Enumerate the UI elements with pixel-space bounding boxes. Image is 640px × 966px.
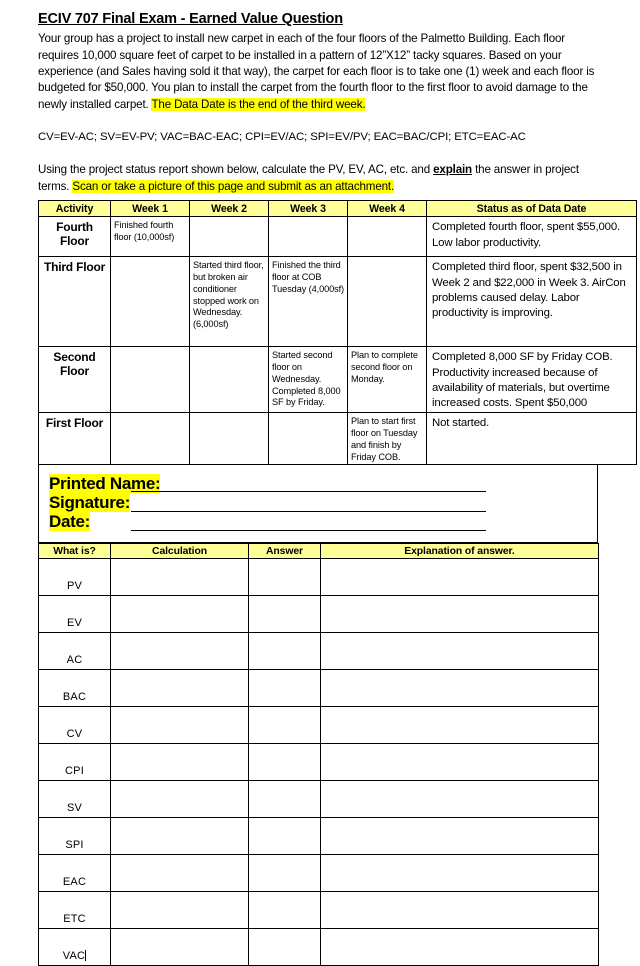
answer-header-explanation: Explanation of answer. [321, 544, 599, 559]
answer-header-what: What is? [39, 544, 111, 559]
status-header-activity: Activity [39, 201, 111, 217]
signature-row [49, 493, 130, 512]
date-label: Date: [49, 512, 91, 532]
answer-cell-explanation[interactable] [321, 596, 599, 633]
signature-input[interactable] [131, 511, 486, 512]
list-item [39, 818, 599, 855]
answer-cell-calculation[interactable] [111, 855, 249, 892]
answer-row-label: AC [39, 633, 111, 670]
signature-block [38, 465, 598, 543]
answer-cell-answer[interactable] [249, 633, 321, 670]
answer-cell-explanation[interactable] [321, 633, 599, 670]
intro-text: Your group has a project to install new carpet in each of the four floors of the Palmetto Building. Each floor requires 10,000 square feet of carpet to be installed in a pattern of 12”X12” tacky squares. Based on your experience (and Sales having sold it that way), the carpet for each floor is to take one (1) week and each floor is budgeted for $50,000. You plan to install the carpet from the fourth floor to the first floor to avoid damage to the newly installed carpet. [38, 32, 595, 111]
answer-row-label-text: VAC [62, 950, 86, 963]
list-item [39, 559, 599, 596]
status-header-status: Status as of Data Date [427, 201, 637, 217]
status-cell-status: Completed third floor, spent $32,500 in Week 2 and $22,000 in Week 3. AirCon problems caused delay. Labor productivity is improving. [427, 257, 637, 347]
instruction-emphasis: explain [433, 163, 472, 177]
status-cell-week3: Finished the third floor at COB Tuesday (4,000sf) [269, 257, 348, 347]
project-status-table [38, 200, 637, 465]
answer-cell-calculation[interactable] [111, 781, 249, 818]
answer-cell-calculation[interactable] [111, 707, 249, 744]
list-item [39, 596, 599, 633]
list-item [39, 781, 599, 818]
list-item [39, 707, 599, 744]
status-cell-week1 [111, 347, 190, 413]
status-cell-week2 [190, 347, 269, 413]
answer-cell-calculation[interactable] [111, 670, 249, 707]
answer-cell-answer[interactable] [249, 781, 321, 818]
list-item [39, 670, 599, 707]
answer-row-label [39, 929, 111, 966]
status-cell-week4 [348, 257, 427, 347]
status-header-week4: Week 4 [348, 201, 427, 217]
answer-row-label: EAC [39, 855, 111, 892]
scan-instruction-highlight: Scan or take a picture of this page and submit as an attachment. [72, 179, 395, 193]
signature-label: Signature: [49, 493, 131, 513]
answer-cell-answer[interactable] [249, 892, 321, 929]
date-row [49, 512, 90, 531]
answer-cell-calculation[interactable] [111, 633, 249, 670]
answer-cell-explanation[interactable] [321, 707, 599, 744]
answer-row-label: PV [39, 559, 111, 596]
status-cell-activity: First Floor [39, 413, 111, 465]
status-cell-week1 [111, 413, 190, 465]
status-cell-status: Not started. [427, 413, 637, 465]
status-header-week3: Week 3 [269, 201, 348, 217]
answer-cell-answer[interactable] [249, 929, 321, 966]
table-row [39, 217, 637, 257]
answer-row-label: SV [39, 781, 111, 818]
list-item [39, 929, 599, 966]
list-item [39, 892, 599, 929]
answer-cell-calculation[interactable] [111, 596, 249, 633]
answer-cell-answer[interactable] [249, 670, 321, 707]
answer-cell-answer[interactable] [249, 707, 321, 744]
status-cell-status: Completed fourth floor, spent $55,000. Low labor productivity. [427, 217, 637, 257]
document-content [38, 10, 626, 966]
answer-cell-calculation[interactable] [111, 559, 249, 596]
text-cursor [85, 950, 86, 961]
answer-row-label: ETC [39, 892, 111, 929]
status-cell-activity: Third Floor [39, 257, 111, 347]
printed-name-input[interactable] [131, 491, 486, 492]
answer-cell-calculation[interactable] [111, 818, 249, 855]
answer-cell-answer[interactable] [249, 596, 321, 633]
intro-paragraph [38, 31, 598, 113]
answer-table [38, 543, 599, 966]
status-cell-activity: Second Floor [39, 347, 111, 413]
answer-header-answer: Answer [249, 544, 321, 559]
status-cell-week4: Plan to start first floor on Tuesday and finish by Friday COB. [348, 413, 427, 465]
answer-cell-explanation[interactable] [321, 892, 599, 929]
answer-cell-calculation[interactable] [111, 892, 249, 929]
formula-line: CV=EV-AC; SV=EV-PV; VAC=BAC-EAC; CPI=EV/AC; SPI=EV/PV; EAC=BAC/CPI; ETC=EAC-AC [38, 131, 526, 144]
answer-cell-explanation[interactable] [321, 559, 599, 596]
status-cell-week3 [269, 413, 348, 465]
answer-row-label: BAC [39, 670, 111, 707]
status-cell-status: Completed 8,000 SF by Friday COB. Productivity increased because of availability of materials, but overtime increased costs. Spent $50,000 [427, 347, 637, 413]
answer-cell-explanation[interactable] [321, 670, 599, 707]
answer-table-header-row [39, 544, 599, 559]
status-table-header-row [39, 201, 637, 217]
instruction-text-part1: Using the project status report shown below, calculate the PV, EV, AC, etc. and [38, 163, 434, 177]
instruction-text-part2: the answer in project terms. [38, 163, 579, 193]
status-cell-week2 [190, 217, 269, 257]
status-cell-week2 [190, 413, 269, 465]
answer-row-label: SPI [39, 818, 111, 855]
answer-cell-calculation[interactable] [111, 744, 249, 781]
date-input[interactable] [131, 530, 486, 531]
answer-cell-explanation[interactable] [321, 855, 599, 892]
answer-cell-calculation[interactable] [111, 929, 249, 966]
list-item [39, 633, 599, 670]
status-cell-activity: Fourth Floor [39, 217, 111, 257]
status-cell-week4 [348, 217, 427, 257]
answer-row-label: CPI [39, 744, 111, 781]
answer-cell-answer[interactable] [249, 559, 321, 596]
answer-cell-explanation[interactable] [321, 818, 599, 855]
answer-cell-answer[interactable] [249, 855, 321, 892]
answer-cell-explanation[interactable] [321, 929, 599, 966]
page-title: ECIV 707 Final Exam - Earned Value Question [38, 11, 343, 27]
answer-row-label: EV [39, 596, 111, 633]
answer-cell-answer[interactable] [249, 744, 321, 781]
status-header-week2: Week 2 [190, 201, 269, 217]
answer-header-calculation: Calculation [111, 544, 249, 559]
table-row [39, 347, 637, 413]
printed-name-label: Printed Name: [49, 474, 161, 494]
status-cell-week1: Finished fourth floor (10,000sf) [111, 217, 190, 257]
status-header-week1: Week 1 [111, 201, 190, 217]
status-cell-week3 [269, 217, 348, 257]
status-cell-week3: Started second floor on Wednesday. Completed 8,000 SF by Friday. [269, 347, 348, 413]
list-item [39, 855, 599, 892]
status-cell-week4: Plan to complete second floor on Monday. [348, 347, 427, 413]
list-item [39, 744, 599, 781]
status-cell-week1 [111, 257, 190, 347]
status-cell-week2: Started third floor, but broken air conditioner stopped work on Wednesday. (6,000sf) [190, 257, 269, 347]
answer-cell-explanation[interactable] [321, 781, 599, 818]
answer-row-label: CV [39, 707, 111, 744]
answer-cell-explanation[interactable] [321, 744, 599, 781]
data-date-highlight: The Data Date is the end of the third week. [151, 97, 366, 111]
table-row [39, 413, 637, 465]
table-row [39, 257, 637, 347]
instruction-paragraph [38, 162, 598, 195]
answer-cell-answer[interactable] [249, 818, 321, 855]
